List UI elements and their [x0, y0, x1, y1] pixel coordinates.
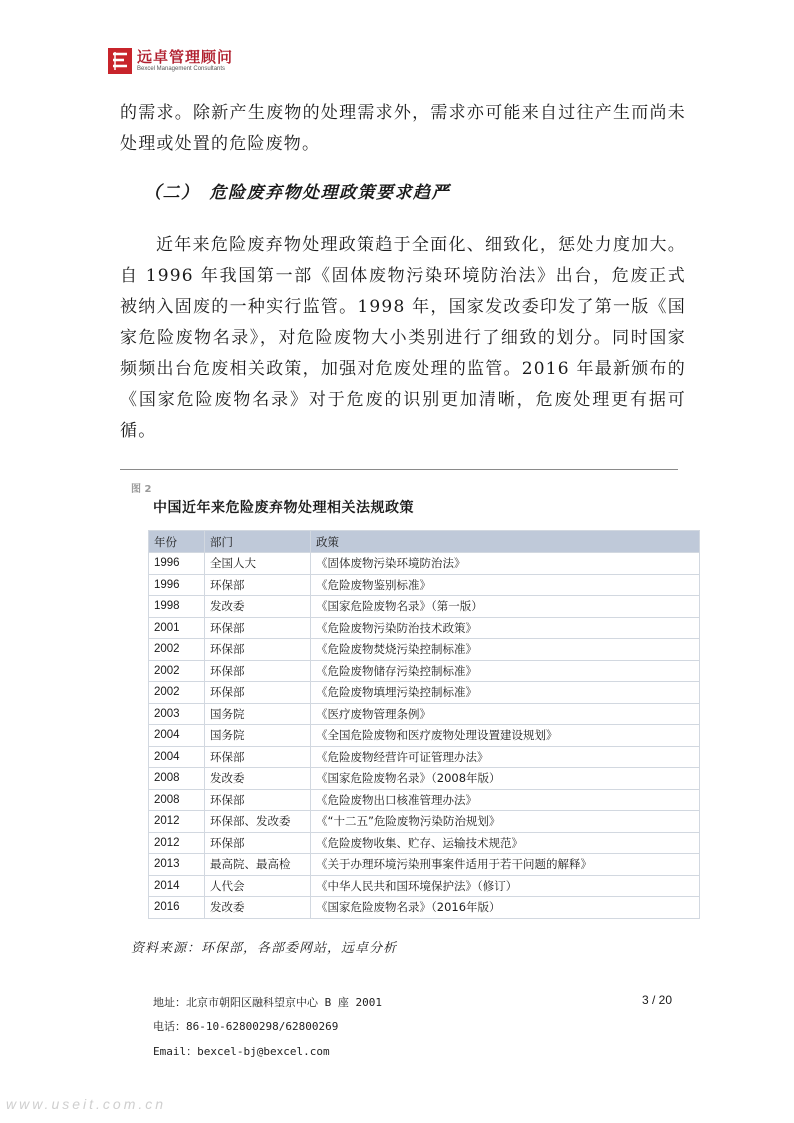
column-header-department: 部门	[205, 531, 311, 553]
cell-year: 2002	[149, 682, 205, 704]
cell-year: 2002	[149, 660, 205, 682]
table-row	[149, 553, 700, 575]
cell-policy: 《国家危险废物名录》（2008年版）	[311, 768, 700, 790]
cell-department: 发改委	[205, 897, 311, 919]
logo-icon	[108, 48, 132, 74]
cell-year: 2008	[149, 768, 205, 790]
cell-department: 全国人大	[205, 553, 311, 575]
cell-year: 2004	[149, 746, 205, 768]
cell-policy: 《国家危险废物名录》（第一版）	[311, 596, 700, 618]
figure-divider	[120, 469, 678, 470]
column-header-policy: 政策	[311, 531, 700, 553]
cell-department: 最高院、最高检	[205, 854, 311, 876]
paragraph-2: 近年来危险废弃物处理政策趋于全面化、细致化，惩处力度加大。自 1996 年我国第一部《固体废物污染环境防治法》出台，危废正式被纳入固废的一种实行监管。1998 年，国家发改委印发了第一版《国家危险废物名录》，对危险废物大小类别进行了细致的划分。同时国家频频出台危废相关政策，加强对危废处理的监管。2016 年最新颁布的《国家危险废物名录》对于危废的识别更加清晰，危废处理更有据可循。	[120, 235, 686, 441]
policy-table	[148, 530, 700, 919]
cell-year: 1996	[149, 553, 205, 575]
cell-year: 2001	[149, 617, 205, 639]
cell-year: 2002	[149, 639, 205, 661]
table-row	[149, 811, 700, 833]
table-row	[149, 725, 700, 747]
cell-department: 环保部	[205, 639, 311, 661]
cell-department: 环保部	[205, 832, 311, 854]
cell-department: 环保部	[205, 682, 311, 704]
cell-year: 2004	[149, 725, 205, 747]
cell-department: 国务院	[205, 703, 311, 725]
source-note: 资料来源：环保部，各部委网站，远卓分析	[131, 941, 398, 956]
section-heading: （二） 危险废弃物处理政策要求趋严	[144, 183, 450, 203]
footer-email: Email：bexcel-bj@bexcel.com	[153, 1045, 330, 1058]
cell-policy: 《危险废物污染防治技术政策》	[311, 617, 700, 639]
logo-name-cn: 远卓管理顾问	[137, 48, 234, 66]
figure-title: 中国近年来危险废弃物处理相关法规政策	[153, 500, 414, 516]
table-row	[149, 789, 700, 811]
company-logo	[108, 48, 233, 74]
cell-policy: 《危险废物经营许可证管理办法》	[311, 746, 700, 768]
cell-policy: 《国家危险废物名录》（2016年版）	[311, 897, 700, 919]
cell-year: 2016	[149, 897, 205, 919]
cell-department: 发改委	[205, 596, 311, 618]
table-row	[149, 660, 700, 682]
cell-policy: 《固体废物污染环境防治法》	[311, 553, 700, 575]
cell-policy: 《危险废物收集、贮存、运输技术规范》	[311, 832, 700, 854]
watermark: www.useit.com.cn	[6, 1096, 167, 1112]
table-header-row	[149, 531, 700, 553]
cell-department: 环保部	[205, 574, 311, 596]
cell-policy: 《“十二五”危险废物污染防治规划》	[311, 811, 700, 833]
table-row	[149, 639, 700, 661]
figure-label: 图 2	[131, 484, 152, 495]
cell-policy: 《危险废物鉴别标准》	[311, 574, 700, 596]
cell-department: 环保部	[205, 660, 311, 682]
cell-year: 2012	[149, 811, 205, 833]
table-row	[149, 596, 700, 618]
table-row	[149, 682, 700, 704]
table-row	[149, 703, 700, 725]
cell-department: 发改委	[205, 768, 311, 790]
cell-year: 1996	[149, 574, 205, 596]
table-row	[149, 768, 700, 790]
cell-year: 2008	[149, 789, 205, 811]
table-row	[149, 875, 700, 897]
footer-phone: 电话：86-10-62800298/62800269	[153, 1020, 339, 1033]
table-body	[149, 553, 700, 919]
cell-department: 环保部	[205, 789, 311, 811]
cell-policy: 《危险废物填埋污染控制标准》	[311, 682, 700, 704]
footer-address: 地址：北京市朝阳区融科望京中心 B 座 2001	[153, 996, 382, 1009]
cell-policy: 《中华人民共和国环境保护法》（修订）	[311, 875, 700, 897]
cell-department: 环保部	[205, 617, 311, 639]
cell-year: 2013	[149, 854, 205, 876]
cell-year: 2014	[149, 875, 205, 897]
cell-department: 环保部	[205, 746, 311, 768]
cell-department: 环保部、发改委	[205, 811, 311, 833]
page-number: 3 / 20	[642, 993, 673, 1007]
table-row	[149, 897, 700, 919]
table-row	[149, 746, 700, 768]
cell-department: 人代会	[205, 875, 311, 897]
cell-department: 国务院	[205, 725, 311, 747]
cell-year: 2003	[149, 703, 205, 725]
cell-policy: 《危险废物出口核准管理办法》	[311, 789, 700, 811]
table-row	[149, 854, 700, 876]
table-row	[149, 832, 700, 854]
cell-policy: 《全国危险废物和医疗废物处理设置建设规划》	[311, 725, 700, 747]
cell-policy: 《关于办理环境污染刑事案件适用于若干问题的解释》	[311, 854, 700, 876]
cell-policy: 《危险废物储存污染控制标准》	[311, 660, 700, 682]
paragraph-1: 的需求。除新产生废物的处理需求外，需求亦可能来自过往产生而尚未处理或处置的危险废物。	[120, 103, 686, 154]
column-header-year: 年份	[149, 531, 205, 553]
logo-name-en: Bexcel Management Consultants	[137, 66, 226, 72]
cell-policy: 《危险废物焚烧污染控制标准》	[311, 639, 700, 661]
cell-policy: 《医疗废物管理条例》	[311, 703, 700, 725]
table-row	[149, 617, 700, 639]
cell-year: 1998	[149, 596, 205, 618]
cell-year: 2012	[149, 832, 205, 854]
table-row	[149, 574, 700, 596]
